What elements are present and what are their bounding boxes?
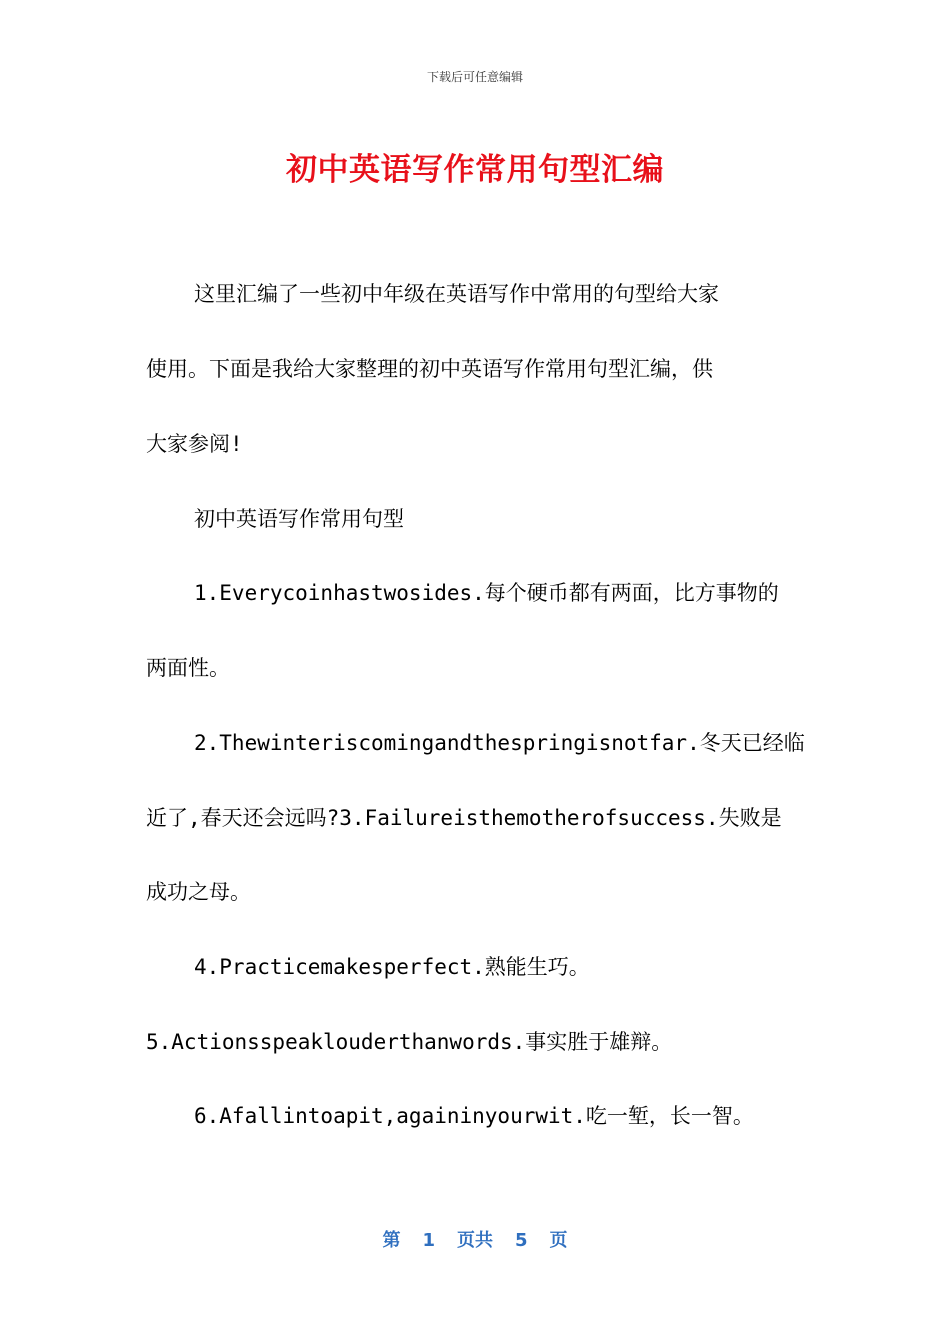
footer-total-pages: 5 [515,1230,528,1251]
footer-current-page: 1 [422,1230,435,1251]
page-footer [0,1226,950,1252]
document-title: 初中英语写作常用句型汇编 [286,152,664,188]
paragraph-line: 大家参阅! [146,432,243,456]
section-heading: 初中英语写作常用句型 [194,507,404,531]
paragraph-line: 6.Afallintoapit,againinyourwit.吃一堑，长一智。 [194,1104,754,1128]
header-note: 下载后可任意编辑 [426,70,523,84]
paragraph-line: 5.Actionsspeaklouderthanwords.事实胜于雄辩。 [146,1030,673,1054]
footer-middle: 页共 [457,1230,493,1251]
paragraph-line: 4.Practicemakesperfect.熟能生巧。 [194,955,590,979]
footer-prefix: 第 [382,1230,401,1251]
paragraph-line: 1.Everycoinhastwosides.每个硬币都有两面，比方事物的 [194,581,779,605]
paragraph-line: 两面性。 [146,656,230,680]
paragraph-line: 这里汇编了一些初中年级在英语写作中常用的句型给大家 [194,282,719,306]
footer-suffix: 页 [549,1230,568,1251]
paragraph-line: 成功之母。 [146,880,251,904]
paragraph-line: 2.Thewinteriscomingandthespringisnotfar.冬天已经临 [194,731,805,755]
paragraph-line: 使用。下面是我给大家整理的初中英语写作常用句型汇编，供 [146,357,713,381]
paragraph-line: 近了,春天还会远吗?3.Failureisthemotherofsuccess.失败是 [146,806,782,830]
